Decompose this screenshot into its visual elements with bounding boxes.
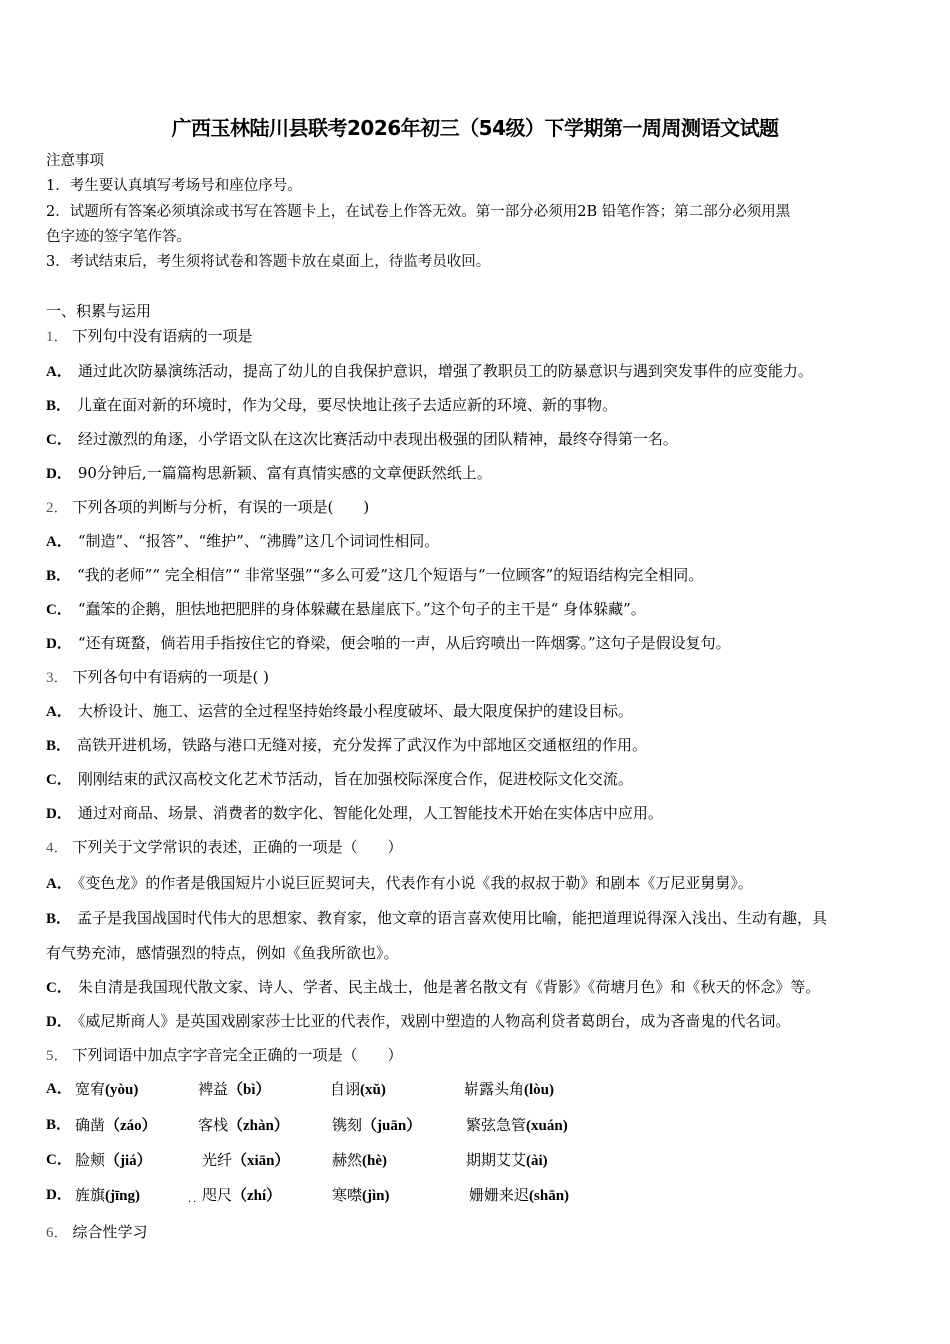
question-1-option-a xyxy=(46,361,813,382)
question-number: 5． xyxy=(46,1048,69,1064)
question-number: 4． xyxy=(46,840,69,856)
word-item: 宽宥(yòu) xyxy=(75,1080,139,1098)
question-text: 下列各项的判断与分析，有误的一项是( ) xyxy=(72,498,370,516)
option-text: 通过此次防暴演练活动，提高了幼儿的自我保护意识，增强了教职员工的防暴意识与遇到突发事件的应变能力。 xyxy=(77,362,813,380)
option-letter: C． xyxy=(46,1152,72,1168)
option-letter: C． xyxy=(46,602,72,618)
word-item: 脸颊（jiá） xyxy=(75,1151,152,1169)
question-1-stem xyxy=(46,326,253,347)
word-item: 姗姗来迟(shān) xyxy=(469,1186,570,1204)
option-letter: A． xyxy=(46,704,72,720)
option-text: 《威尼斯商人》是英国戏剧家莎士比亚的代表作，戏剧中塑造的人物高利贷者葛朗台，成为吝啬鬼的代名词。 xyxy=(77,1012,791,1030)
section-heading: 一、积累与运用 xyxy=(46,302,152,320)
question-2-option-d xyxy=(46,633,731,654)
option-letter: B． xyxy=(46,1117,72,1133)
question-number: 2． xyxy=(46,500,69,516)
exam-title: 广西玉林陆川县联考2026年初三（54级）下学期第一周周测语文试题 xyxy=(171,116,779,140)
word-item: 光纤（xiān） xyxy=(202,1151,290,1169)
option-text: 朱自清是我国现代散文家、诗人、学者、民主战士，他是著名散文有《背影》《荷塘月色》和《秋天的怀念》等。 xyxy=(77,978,821,996)
question-6-stem xyxy=(46,1222,148,1243)
option-letter: B． xyxy=(46,911,72,927)
emphasis-dots: ·· xyxy=(188,1197,199,1208)
question-5-stem xyxy=(46,1045,403,1066)
word-item: 客栈（zhàn） xyxy=(198,1116,289,1134)
option-text: 通过对商品、场景、消费者的数字化、智能化处理，人工智能技术开始在实体店中应用。 xyxy=(77,804,663,822)
question-4-option-b xyxy=(46,908,827,929)
option-letter: A． xyxy=(46,364,72,380)
option-letter: C． xyxy=(46,980,72,996)
question-3-option-a xyxy=(46,701,633,722)
option-letter: B． xyxy=(46,398,72,414)
word-item: 繁弦急管(xuán) xyxy=(466,1116,568,1134)
word-item: 旌旗(jīng) xyxy=(75,1186,141,1204)
question-text: 下列各句中有语病的一项是( ) xyxy=(72,668,269,686)
question-text: 综合性学习 xyxy=(72,1223,148,1241)
question-text: 下列句中没有语病的一项是 xyxy=(72,327,253,345)
word-item: 寒噤(jìn) xyxy=(332,1186,390,1204)
option-letter: D． xyxy=(46,806,72,822)
question-4-stem xyxy=(46,837,403,858)
word-item: 确凿（záo） xyxy=(75,1116,157,1134)
question-number: 6． xyxy=(46,1225,69,1241)
option-text: 大桥设计、施工、运营的全过程坚持始终最小程度破坏、最大限度保护的建设目标。 xyxy=(77,702,633,720)
word-item: 镌刻（juān） xyxy=(332,1116,422,1134)
word-item: 裨益（bì） xyxy=(198,1080,271,1098)
option-letter: A． xyxy=(46,1081,72,1097)
option-letter: D． xyxy=(46,466,72,482)
option-text: “还有斑蝥，倘若用手指按住它的脊梁，便会啪的一声，从后窍喷出一阵烟雾。”这句子是假设复句。 xyxy=(77,634,731,652)
option-text: 90分钟后,一篇篇构思新颖、富有真情实感的文章便跃然纸上。 xyxy=(77,464,492,482)
notice-item: 1．考生要认真填写考场号和座位序号。 xyxy=(46,178,302,194)
question-1-option-d xyxy=(46,463,492,484)
word-item: 崭露头角(lòu) xyxy=(464,1080,555,1098)
question-3-option-c xyxy=(46,769,633,790)
question-4-option-b-continuation: 有气势充沛，感情强烈的特点，例如《鱼我所欲也》。 xyxy=(46,944,399,962)
question-1-option-b xyxy=(46,395,617,416)
option-letter: A． xyxy=(46,876,72,892)
question-3-option-b xyxy=(46,735,647,756)
option-text: 刚刚结束的武汉高校文化艺术节活动，旨在加强校际深度合作，促进校际文化交流。 xyxy=(77,770,633,788)
notice-item: 3．考试结束后，考生须将试卷和答题卡放在桌面上，待监考员收回。 xyxy=(46,254,491,270)
question-number: 1． xyxy=(46,329,69,345)
option-letter: D． xyxy=(46,636,72,652)
option-text: “蠢笨的企鹅，胆怯地把肥胖的身体躲藏在悬崖底下。”这个句子的主干是“ 身体躲藏”。 xyxy=(77,600,646,618)
notice-heading: 注意事项 xyxy=(46,153,104,169)
option-letter: A． xyxy=(46,534,72,550)
option-letter: D． xyxy=(46,1187,72,1203)
notice-item: 2．试题所有答案必须填涂或书写在答题卡上，在试卷上作答无效。第一部分必须用2B 铅笔作答；第二部分必须用黑 xyxy=(46,204,791,220)
question-text: 下列词语中加点字字音完全正确的一项是（ ） xyxy=(72,1046,403,1064)
question-4-option-d xyxy=(46,1011,790,1032)
question-2-option-c xyxy=(46,599,646,620)
option-letter: B． xyxy=(46,568,72,584)
question-4-option-c xyxy=(46,977,820,998)
question-2-stem xyxy=(46,497,369,518)
question-number: 3． xyxy=(46,670,69,686)
question-3-option-d xyxy=(46,803,663,824)
question-1-option-c xyxy=(46,429,678,450)
word-item: 赫然(hè) xyxy=(332,1151,388,1169)
word-item: 期期艾艾(ài) xyxy=(466,1151,548,1169)
question-2-option-a xyxy=(46,531,439,552)
question-2-option-b xyxy=(46,565,703,586)
question-3-stem xyxy=(46,667,269,688)
option-letter: D． xyxy=(46,1014,72,1030)
option-text: 《变色龙》的作者是俄国短片小说巨匠契诃夫，代表作有小说《我的叔叔于勒》和剧本《万尼亚舅舅》。 xyxy=(77,874,753,892)
word-item: 咫尺（zhí） xyxy=(202,1186,282,1204)
notice-item: 色字迹的签字笔作答。 xyxy=(46,229,191,245)
option-text: 孟子是我国战国时代伟大的思想家、教育家，他文章的语言喜欢使用比喻，能把道理说得深入浅出、生动有趣，具 xyxy=(77,909,828,927)
option-text: 经过激烈的角逐，小学语文队在这次比赛活动中表现出极强的团队精神，最终夺得第一名。 xyxy=(77,430,678,448)
option-text: “制造”、“报答”、“维护”、“沸腾”这几个词词性相同。 xyxy=(77,532,440,550)
question-text: 下列关于文学常识的表述，正确的一项是（ ） xyxy=(72,838,403,856)
option-text: 儿童在面对新的环境时，作为父母，要尽快地让孩子去适应新的环境、新的事物。 xyxy=(77,396,618,414)
option-letter: C． xyxy=(46,432,72,448)
option-letter: C． xyxy=(46,772,72,788)
option-letter: B． xyxy=(46,738,72,754)
option-text: “我的老师”“ 完全相信”“ 非常坚强”“多么可爱”这几个短语与“一位顾客”的短语结构完全相同。 xyxy=(77,566,704,584)
word-item: 自诩(xǔ) xyxy=(330,1080,386,1098)
option-text: 高铁开进机场，铁路与港口无缝对接，充分发挥了武汉作为中部地区交通枢纽的作用。 xyxy=(77,736,648,754)
question-4-option-a xyxy=(46,873,753,894)
